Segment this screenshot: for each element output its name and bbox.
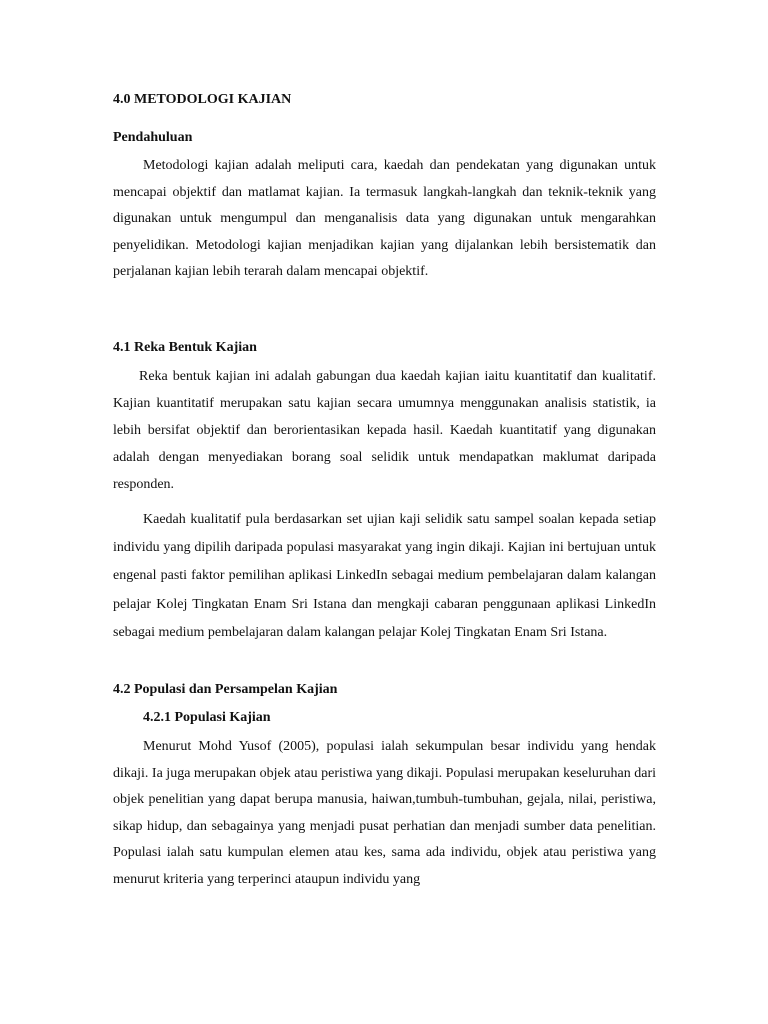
paragraph-pendahuluan: Metodologi kajian adalah meliputi cara, kaedah dan pendekatan yang digunakan untuk mencapai objektif dan matlamat kajian. Ia termasuk langkah-langkah dan teknik-teknik yang digunakan untuk mengumpul dan menganalisis data yang digunakan untuk mengarahkan penyelidikan. Metodologi kajian menjadikan kajian yang dijalankan lebih bersistematik dan perjalanan kajian lebih terarah dalam mencapai objektif. [113,158,656,279]
section-heading-reka-bentuk: 4.1 Reka Bentuk Kajian [113,340,257,355]
page-title: 4.0 METODOLOGI KAJIAN [113,92,292,107]
section-heading-pendahuluan: Pendahuluan [113,130,193,145]
subsection-heading-populasi-kajian: 4.2.1 Populasi Kajian [143,710,271,725]
paragraph-populasi-kajian: Menurut Mohd Yusof (2005), populasi ialah sekumpulan besar individu yang hendak dikaji. Ia juga merupakan objek atau peristiwa yang dikaji. Populasi merupakan keseluruhan dari objek penelitian yang dapat berupa manusia, haiwan,tumbuh-tumbuhan, gejala, nilai, peristiwa, sikap hidup, dan sebagainya yang menjadi pusat perhatian dan menjadi sumber data penelitian. Populasi ialah satu kumpulan elemen atau kes, sama ada individu, objek atau peristiwa yang menurut kriteria yang terperinci ataupun individu yang [113,739,656,887]
section-heading-populasi-persampelan: 4.2 Populasi dan Persampelan Kajian [113,682,338,697]
paragraph-reka-bentuk-2: Kaedah kualitatif pula berdasarkan set ujian kaji selidik satu sampel soalan kepada setiap individu yang dipilih daripada populasi masyarakat yang ingin dikaji. Kajian ini bertujuan untuk engenal pasti faktor pemilihan aplikasi LinkedIn sebagai medium pembelajaran dalam kalangan pelajar Kolej Tingkatan Enam Sri Istana dan mengkaji cabaran penggunaan aplikasi LinkedIn sebagai medium pembelajaran dalam kalangan pelajar Kolej Tingkatan Enam Sri Istana. [113,512,656,640]
paragraph-reka-bentuk-1: Reka bentuk kajian ini adalah gabungan dua kaedah kajian iaitu kuantitatif dan kualitatif. Kajian kuantitatif merupakan satu kajian secara umumnya menggunakan analisis statistik, ia lebih bersifat objektif dan berorientasikan kepada hasil. Kaedah kuantitatif yang digunakan adalah dengan menyediakan borang soal selidik untuk mendapatkan maklumat daripada responden. [113,369,656,492]
